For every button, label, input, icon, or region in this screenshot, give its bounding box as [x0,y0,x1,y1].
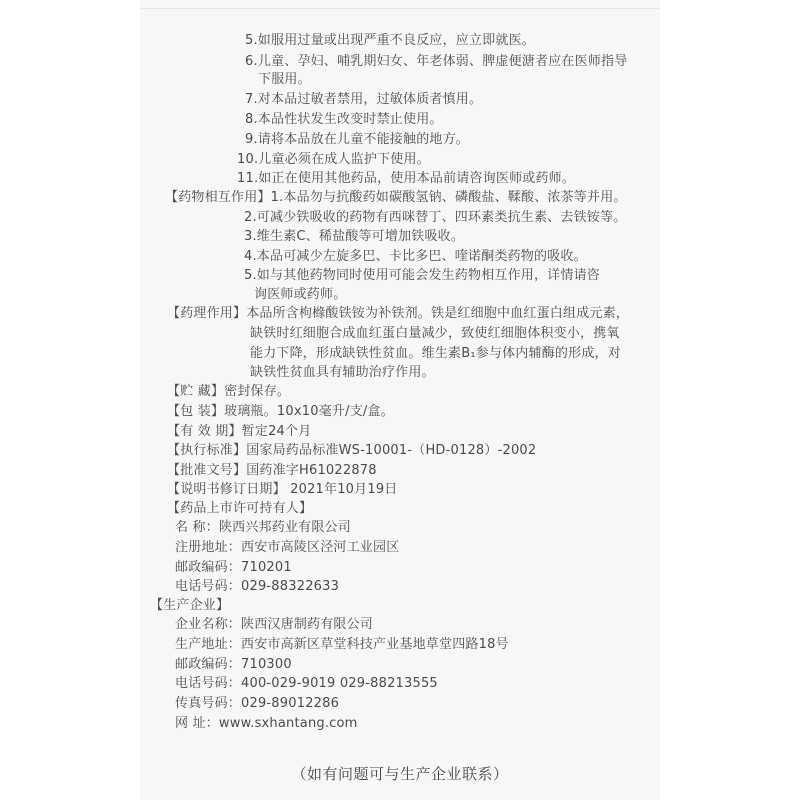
pharmacology-line: 缺铁时红细胞合成血红蛋白量减少，致使红细胞体积变小，携氧 [250,326,620,341]
standard-line: 【执行标准】国家局药品标准WS-10001-（HD-0128）-2002 [167,443,537,458]
approval-line: 【批准文号】国药准字H61022878 [167,463,377,478]
expiry-line: 【有 效 期】暂定24个月 [167,424,312,439]
contact-footer: （如有问题可与生产企业联系） [291,765,509,783]
package-line: 【包 装】玻璃瓶。10x10毫升/支/盒。 [167,404,394,419]
manufacturer-line: 电话号码：400-029-9019 029-88213555 [175,676,438,691]
manufacturer-line: 传真号码：029-89012286 [175,696,340,711]
holder-header: 【药品上市许可持有人】 [167,501,313,516]
revision-date-line: 【说明书修订日期】 2021年10月19日 [167,482,398,497]
instruction-line: 8.本品性状发生改变时禁止使用。 [245,112,443,127]
top-edge [140,0,660,9]
interactions-line: 5.如与其他药物同时使用可能会发生药物相互作用，详情请咨 [244,268,601,283]
instruction-line: 9.请将本品放在儿童不能接触的地方。 [245,132,470,147]
pharmacology-line: 能力下降，形成缺铁性贫血。维生素B₁参与体内辅酶的形成，对 [250,346,621,361]
interactions-line: 4.本品可减少左旋多巴、卡比多巴、喹诺酮类药物的吸收。 [244,249,587,264]
holder-line: 名 称：陕西兴邦药业有限公司 [175,520,351,535]
pharmacology-line: 缺铁性贫血具有辅助治疗作用。 [250,365,435,380]
storage-line: 【贮 藏】密封保存。 [167,384,291,399]
pharmacology-line: 【药理作用】本品所含枸橼酸铁铵为补铁剂。铁是红细胞中血红蛋白组成元素， [167,306,630,321]
manufacturer-line: 企业名称：陕西汉唐制药有限公司 [175,617,374,632]
holder-line: 邮政编码：710201 [175,560,292,575]
interactions-line: 【药物相互作用】1.本品勿与抗酸药如碳酸氢钠、磷酸盐、鞣酸、浓茶等并用。 [165,190,627,205]
holder-line: 注册地址：西安市高陵区泾河工业园区 [175,540,400,555]
interactions-line: 3.维生素C、稀盐酸等可增加铁吸收。 [244,229,465,244]
instruction-line: 5.如服用过量或出现严重不良反应，应立即就医。 [245,33,536,48]
instruction-line: 6.儿童、孕妇、哺乳期妇女、年老体弱、脾虚便溏者应在医师指导 [245,54,628,69]
instruction-line: 10.儿童必须在成人监护下使用。 [237,152,430,167]
instruction-line: 7.对本品过敏者禁用，过敏体质者慎用。 [245,92,483,107]
manufacturer-line: 网 址：www.sxhantang.com [175,716,358,731]
instruction-line: 下服用。 [258,72,311,87]
manufacturer-line: 邮政编码：710300 [175,657,292,672]
manufacturer-header: 【生产企业】 [150,598,230,613]
manufacturer-line: 生产地址：西安市高新区草堂科技产业基地草堂四路18号 [175,637,509,652]
interactions-line: 询医师或药师。 [254,287,347,302]
instruction-line: 11.如正在使用其他药品，使用本品前请咨询医师或药师。 [237,171,576,186]
holder-line: 电话号码：029-88322633 [175,579,340,594]
interactions-line: 2.可减少铁吸收的药物有西咪替丁、四环素类抗生素、去铁铵等。 [244,210,627,225]
